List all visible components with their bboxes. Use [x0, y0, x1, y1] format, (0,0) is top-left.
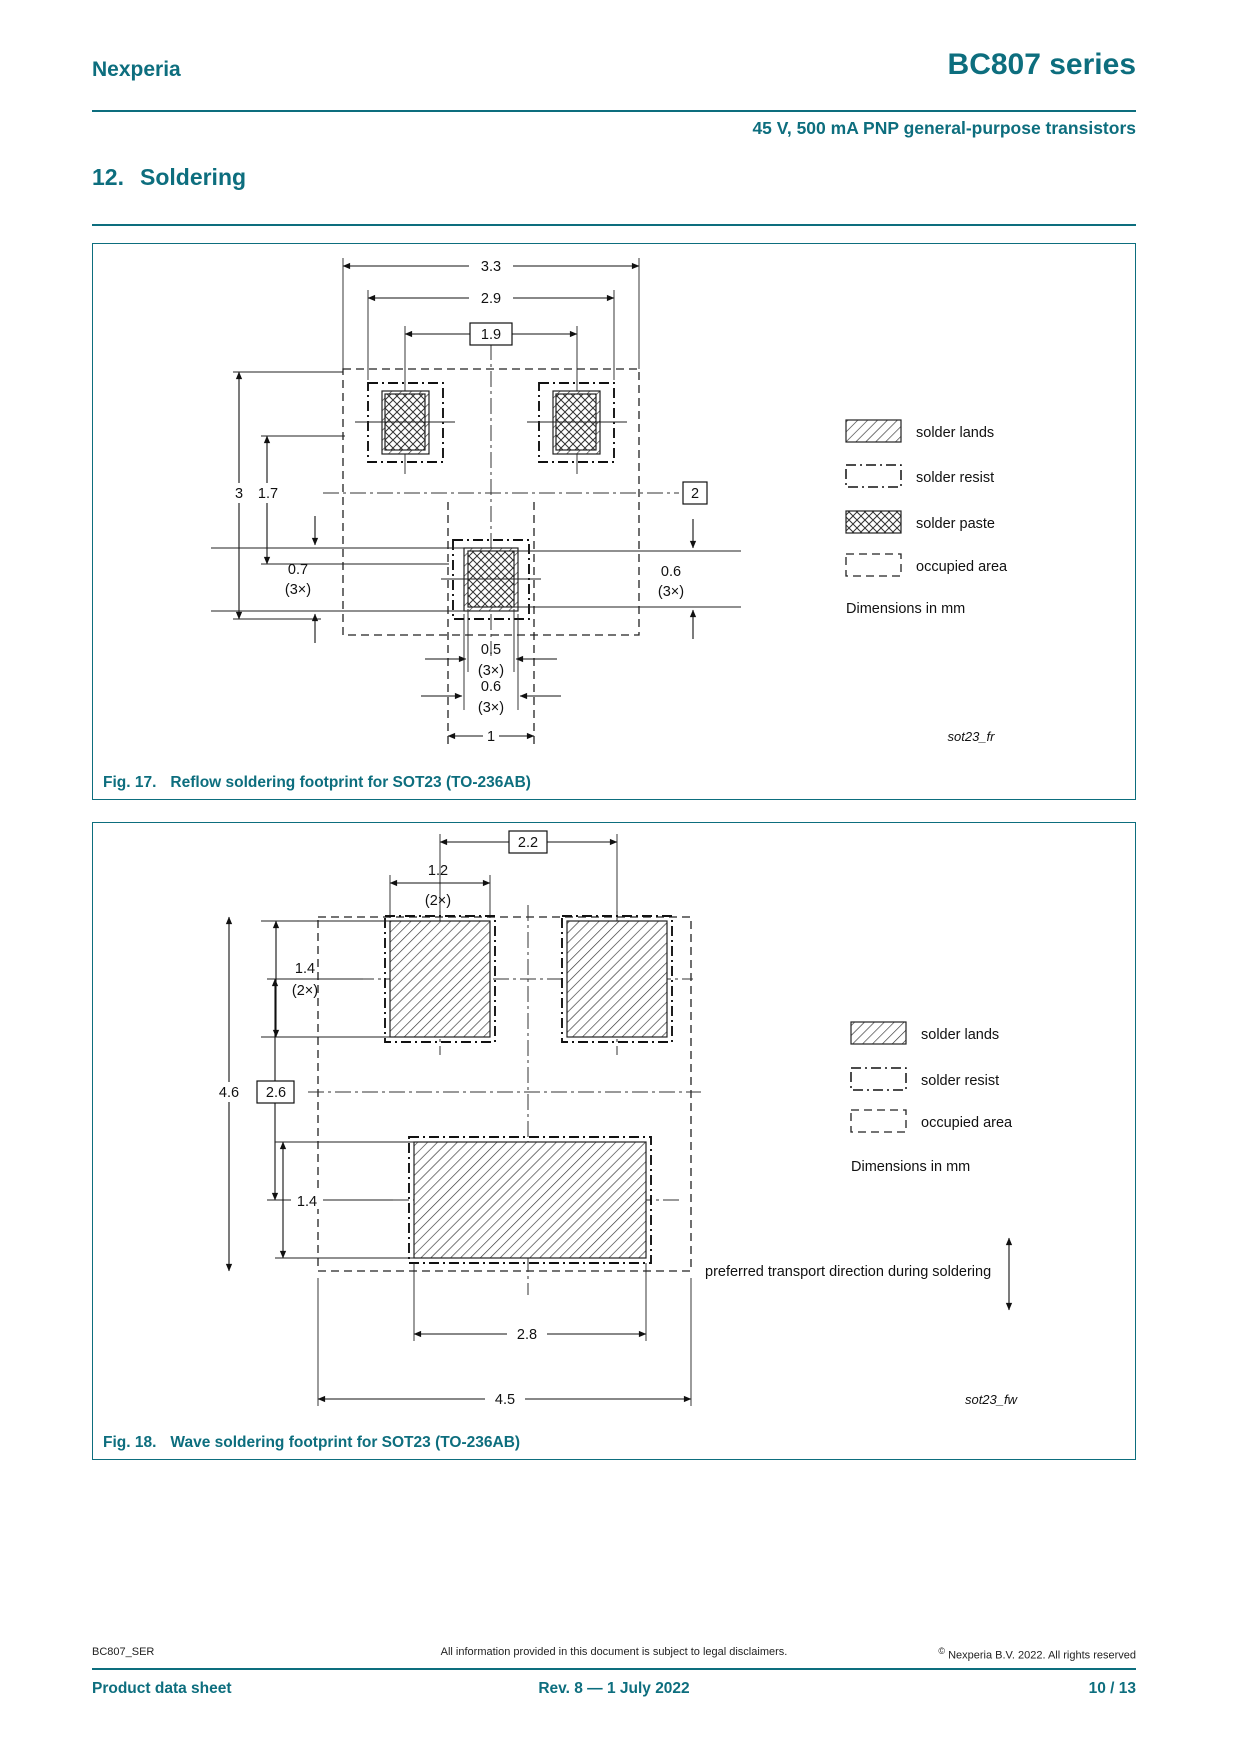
dim-occupied-width: 4.5 — [494, 1392, 516, 1408]
header-rule — [92, 110, 1136, 112]
fig18-caption — [103, 1434, 520, 1452]
dim-row-pitch: 2 — [690, 486, 700, 502]
legend-solder-resist-label: solder resist — [916, 470, 995, 486]
dimensions-note: Dimensions in mm — [851, 1159, 971, 1175]
figure-17 — [92, 243, 1136, 800]
dim-pad-height-qty: (2×) — [291, 983, 319, 999]
dim-pad-pitch: 1.9 — [480, 327, 502, 343]
footer-doc-type: Product data sheet — [92, 1680, 232, 1697]
footer-disclaimer: All information provided in this document is subject to legal disclaimers. — [440, 1646, 788, 1658]
legend-occupied-area-label: occupied area — [921, 1115, 1013, 1131]
dimensions-note: Dimensions in mm — [846, 601, 966, 617]
dim-pad-width-qty: (2×) — [424, 893, 452, 909]
page-subtitle: 45 V, 500 mA PNP general-purpose transistors — [752, 118, 1136, 138]
vendor-logo-text: Nexperia — [92, 58, 181, 81]
legend-solder-resist-swatch — [846, 465, 901, 487]
dim-paste-height: 0.6 — [660, 564, 682, 580]
footer-doc-id: BC807_SER — [92, 1646, 155, 1658]
dim-pad-height: 1.4 — [294, 961, 316, 977]
footer-copyright — [938, 1646, 1136, 1662]
dim-resist-span: 2.9 — [480, 291, 502, 307]
dim-paste-width-qty: (3×) — [477, 663, 505, 679]
top-pad-right — [527, 383, 627, 462]
fig18-watermark: sot23_fw — [964, 1392, 1018, 1407]
page-title: BC807 series — [947, 48, 1136, 81]
dim-pad-pitch: 2.2 — [517, 835, 539, 851]
legend-solder-paste-label: solder paste — [916, 516, 995, 532]
legend-occupied-area-swatch — [846, 554, 901, 576]
dim-pad-width: 0.6 — [480, 679, 502, 695]
fig18-caption-label: Fig. 18. — [103, 1434, 157, 1451]
section-rule — [92, 224, 1136, 226]
footer-copyright-text: Nexperia B.V. 2022. All rights reserved — [948, 1649, 1136, 1662]
fig17-caption — [103, 774, 531, 792]
figure-18 — [92, 822, 1136, 1460]
copyright-symbol: © — [938, 1646, 946, 1656]
section-title: Soldering — [139, 164, 247, 190]
dim-collector-pad-height: 1.4 — [296, 1194, 318, 1210]
legend-solder-lands-label: solder lands — [921, 1027, 1000, 1043]
dim-row-offset: 1.7 — [257, 486, 279, 502]
fig17-diagram — [93, 244, 1134, 762]
dim-occupied-height: 4.6 — [218, 1085, 240, 1101]
legend-occupied-area-label: occupied area — [916, 559, 1008, 575]
footer-page-number: 10 / 13 — [1088, 1680, 1136, 1697]
dim-paste-width: 0.5 — [480, 642, 502, 658]
top-pad-left — [355, 383, 455, 462]
fig17-watermark: sot23_fr — [947, 729, 995, 744]
dim-pad-height: 0.7 — [287, 562, 309, 578]
dim-column-width: 1 — [486, 729, 496, 745]
fig18-legend — [851, 1022, 1013, 1175]
fig18-diagram — [93, 823, 1134, 1419]
fig18-caption-text: Wave soldering footprint for SOT23 (TO-236AB) — [170, 1434, 521, 1451]
dim-paste-height-qty: (3×) — [657, 584, 685, 600]
dim-occupied-width: 3.3 — [480, 259, 502, 275]
dim-pad-width: 1.2 — [427, 863, 449, 879]
bottom-pad — [409, 1137, 651, 1263]
footer-rule — [92, 1668, 1136, 1670]
legend-occupied-area-swatch — [851, 1110, 906, 1132]
section-number: 12. — [92, 164, 124, 190]
legend-solder-lands-label: solder lands — [916, 425, 995, 441]
footer-revision: Rev. 8 — 1 July 2022 — [538, 1680, 690, 1697]
transport-direction-label: preferred transport direction during soldering — [705, 1264, 992, 1280]
fig17-caption-text: Reflow soldering footprint for SOT23 (TO-236AB) — [170, 774, 531, 791]
dim-collector-pad-width: 2.8 — [516, 1327, 538, 1343]
legend-solder-paste-swatch — [846, 511, 901, 533]
legend-solder-resist-swatch — [851, 1068, 906, 1090]
dim-occupied-height: 3 — [234, 486, 244, 502]
legend-solder-lands-swatch — [851, 1022, 906, 1044]
legend-solder-resist-label: solder resist — [921, 1073, 1000, 1089]
dim-pad-height-qty: (3×) — [284, 582, 312, 598]
fig17-legend — [846, 420, 1008, 617]
fig17-caption-label: Fig. 17. — [103, 774, 157, 791]
dim-pad-width-qty: (3×) — [477, 700, 505, 716]
top-pad-left — [385, 916, 495, 1042]
top-pad-right — [562, 916, 672, 1042]
legend-solder-lands-swatch — [846, 420, 901, 442]
section-heading — [92, 164, 246, 191]
dim-row-pitch: 2.6 — [265, 1085, 287, 1101]
